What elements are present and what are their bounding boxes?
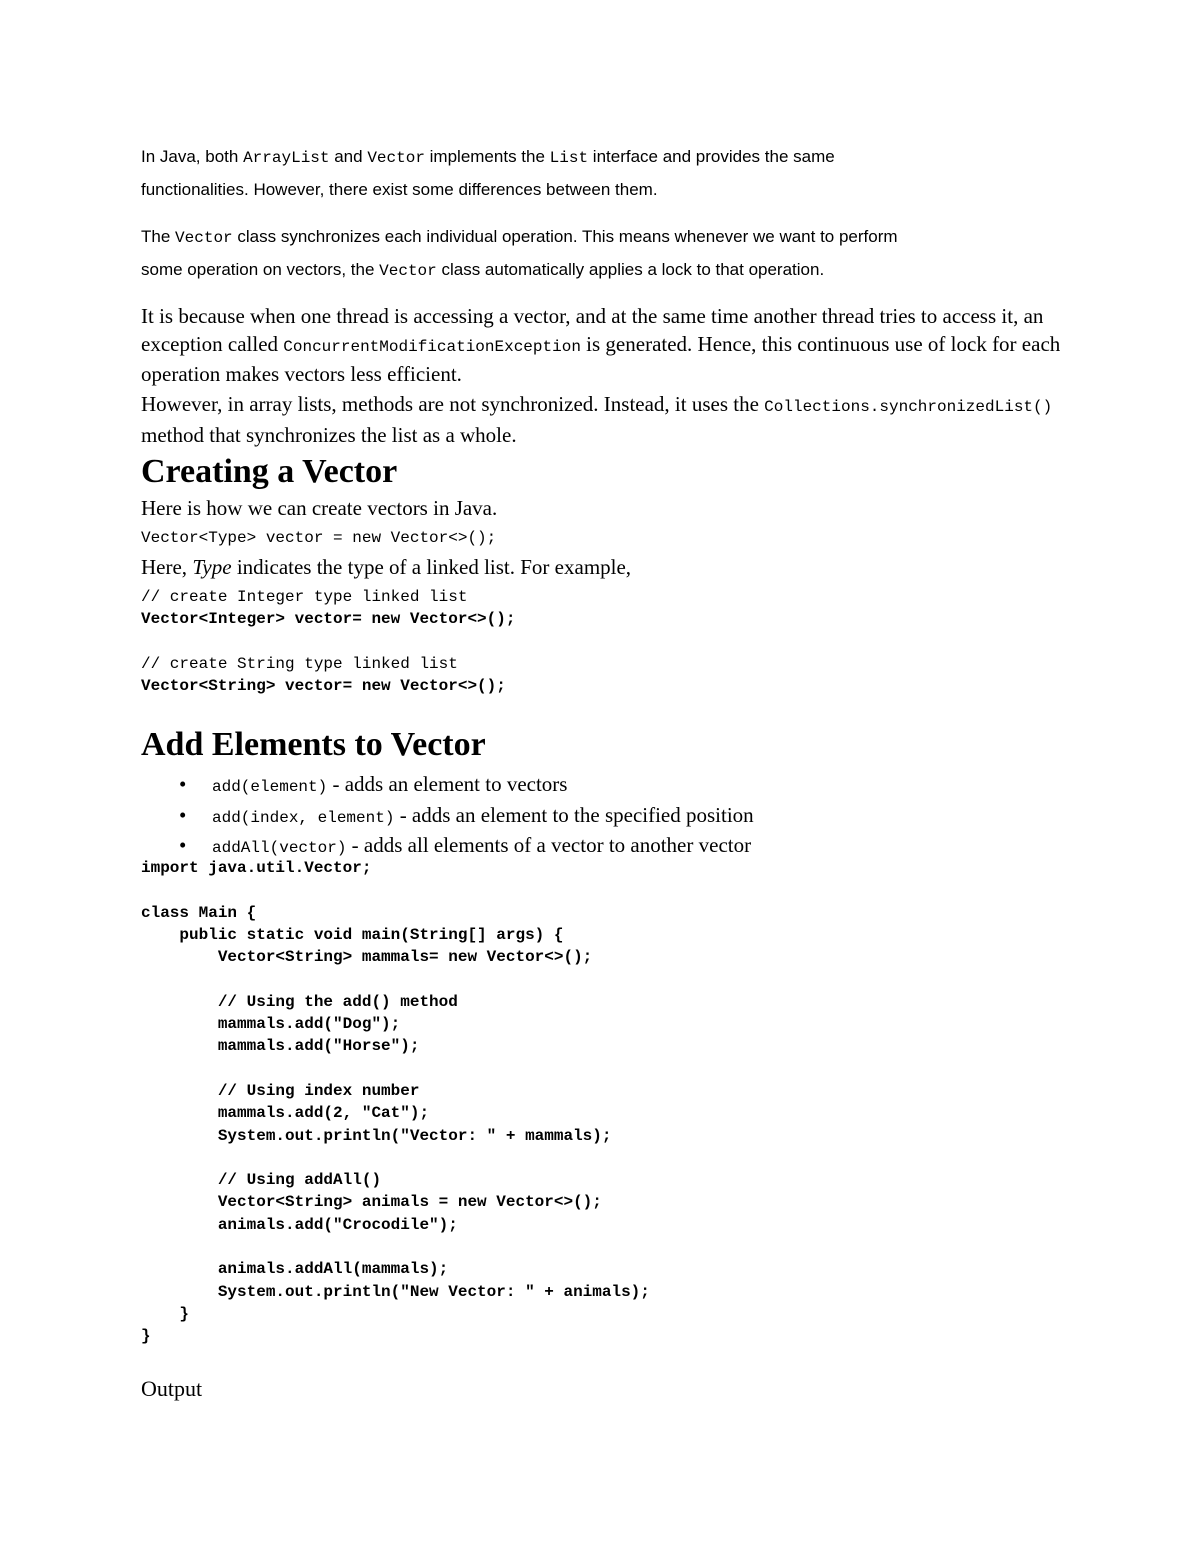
- text: It is because when one thread is accessing a vector, and at the same time another thread tries to access it, an exception called: [141, 304, 1044, 356]
- intro-paragraph-2-line-1: [141, 221, 1061, 254]
- code-line: // Using index number: [141, 1081, 420, 1100]
- code-line: animals.addAll(mammals);: [141, 1260, 449, 1279]
- text: indicates the type of a linked list. For example,: [231, 555, 632, 579]
- text: The: [141, 227, 176, 246]
- code-line: }: [141, 1327, 151, 1346]
- method-list: [141, 771, 754, 863]
- text: and: [329, 147, 368, 166]
- inline-code-exception: ConcurrentModificationException: [283, 337, 581, 356]
- creating-syntax: Vector<Type> vector = new Vector<>();: [141, 529, 497, 547]
- text: interface and provides the same: [588, 147, 835, 166]
- code-line: mammals.add("Horse");: [141, 1037, 420, 1056]
- creating-example-code: [141, 586, 515, 697]
- text: class automatically applies a lock to that operation.: [436, 260, 825, 279]
- intro-paragraph-1: [141, 141, 1061, 205]
- intro-paragraph-2: [141, 221, 1061, 287]
- inline-code-vector: Vector: [379, 262, 437, 280]
- bullet: •: [179, 772, 187, 796]
- text: Here,: [141, 555, 193, 579]
- code-line: Vector<String> vector= new Vector<>();: [141, 676, 506, 695]
- type-emphasis: Type: [192, 555, 232, 579]
- text: is generated. Hence, this continuous use of lock for each operation makes vectors less efficient.: [141, 331, 1061, 386]
- intro-paragraph-2-line-2: [141, 254, 1061, 287]
- method-code: addAll(vector): [212, 839, 347, 858]
- list-item: [141, 771, 754, 802]
- heading-add-elements: Add Elements to Vector: [141, 726, 486, 763]
- arraylist-paragraph: [141, 391, 1061, 449]
- text: class synchronizes each individual operation. This means whenever we want to perform: [232, 227, 898, 246]
- code-line: // create Integer type linked list: [141, 588, 468, 606]
- code-line: // Using addAll(): [141, 1171, 382, 1190]
- code-line: System.out.println("New Vector: " + animals);: [141, 1282, 650, 1301]
- heading-creating-vector: Creating a Vector: [141, 453, 398, 490]
- text: - adds an element to vectors: [327, 772, 568, 796]
- code-line: class Main {: [141, 903, 257, 922]
- creating-description: Here is how we can create vectors in Java.: [141, 496, 498, 520]
- code-line: Vector<Integer> vector= new Vector<>();: [141, 610, 516, 629]
- list-item: [141, 802, 754, 833]
- code-line: mammals.add(2, "Cat");: [141, 1104, 430, 1123]
- inline-code-list: List: [549, 149, 589, 167]
- code-line: Vector<String> mammals= new Vector<>();: [141, 948, 593, 967]
- add-elements-code: [141, 857, 650, 1348]
- code-line: animals.add("Crocodile");: [141, 1215, 458, 1234]
- text: implements the: [424, 147, 550, 166]
- inline-code-vector: Vector: [367, 149, 425, 167]
- inline-code-synchronizedlist: Collections.synchronizedList(): [764, 398, 1053, 416]
- text: method that synchronizes the list as a whole.: [141, 422, 517, 447]
- inline-code-vector: Vector: [175, 229, 233, 247]
- synchronization-paragraph: [141, 303, 1061, 389]
- intro-paragraph-1-line-2: functionalities. However, there exist some differences between them.: [141, 180, 658, 199]
- bullet: •: [179, 802, 187, 827]
- code-line: Vector<String> animals = new Vector<>();: [141, 1193, 602, 1212]
- code-line: // create String type linked list: [141, 654, 458, 673]
- code-line: // Using the add() method: [141, 992, 458, 1011]
- text: However, in array lists, methods are not synchronized. Instead, it uses the: [141, 392, 765, 416]
- code-line: mammals.add("Dog");: [141, 1015, 401, 1034]
- text: - adds an element to the specified position: [394, 802, 754, 827]
- text: In Java, both: [141, 147, 244, 166]
- intro-paragraph-1-line-1: [141, 141, 1061, 174]
- creating-type-note: [141, 554, 1061, 582]
- bullet: •: [179, 833, 187, 858]
- text: some operation on vectors, the: [141, 260, 380, 279]
- code-line: public static void main(String[] args) {: [141, 925, 564, 944]
- code-line: System.out.println("Vector: " + mammals);: [141, 1126, 612, 1145]
- inline-code-arraylist: ArrayList: [243, 149, 330, 167]
- output-heading: Output: [141, 1376, 203, 1401]
- code-line: import java.util.Vector;: [141, 859, 372, 877]
- code-line: }: [141, 1304, 190, 1323]
- text: - adds all elements of a vector to another vector: [346, 833, 752, 858]
- method-code: add(index, element): [212, 808, 395, 827]
- method-code: add(element): [212, 778, 328, 796]
